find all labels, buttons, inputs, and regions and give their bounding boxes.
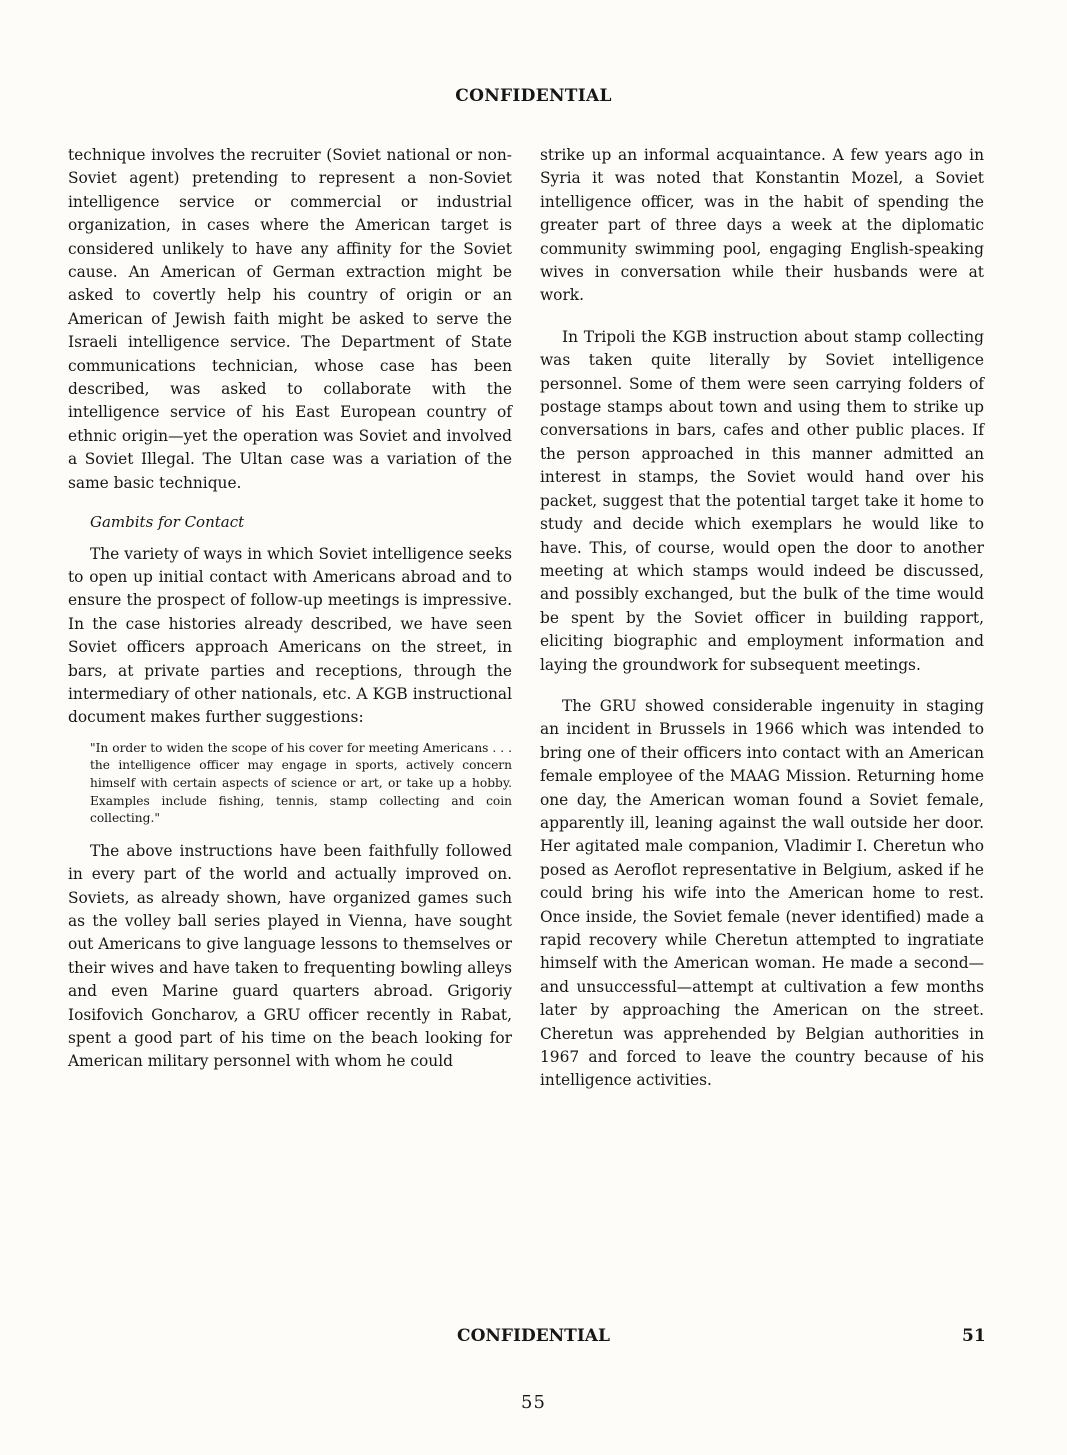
section-subheading: Gambits for Contact — [90, 513, 245, 532]
right-paragraph-1: strike up an informal acquaintance. A few years ago in Syria it was noted that Konstantin Mozel, a Soviet intelligence officer, was in the habit of spending the greater part of three days a week at the diplomatic community swimming pool, engaging English-speaking wives in conversation while their husbands were at work. — [540, 146, 984, 305]
sequence-number: 55 — [521, 1392, 546, 1413]
left-column — [68, 144, 512, 1074]
right-column — [540, 144, 984, 1093]
right-paragraph-2: In Tripoli the KGB instruction about stamp collecting was taken quite literally by Soviet intelligence personnel. Some of them were seen carrying folders of postage stamps about town and using them to strike up conversations in bars, cafes and other public places. If the person approached in this manner admitted an interest in stamps, the Soviet would hand over his packet, suggest that the potential target take it home to study and decide which exemplars he would like to have. This, of course, would open the door to another meeting at which stamps would indeed be discussed, and possibly exchanged, but the bulk of the time would be spent by the Soviet officer in building rapport, eliciting biographic and employment information and laying the groundwork for subsequent meetings. — [540, 327, 984, 674]
right-paragraph-3: The GRU showed considerable ingenuity in staging an incident in Brussels in 1966 which was intended to bring one of their officers into contact with an American female employee of the MAAG Mission. Returning home one day, the American woman found a Soviet female, apparently ill, leaning against the wall outside her door. Her agitated male companion, Vladimir I. Cheretun who posed as Aeroflot representative in Belgium, asked if he could bring his wife into the American home to rest. Once inside, the Soviet female (never identified) made a rapid recovery while Cheretun attempted to ingratiate himself with the American woman. He made a second—and unsuccessful—attempt at cultivation a few months later by approaching the American on the street. Cheretun was apprehended by Belgian authorities in 1967 and forced to leave the country because of his intelligence activities. — [540, 696, 984, 1090]
page-number: 51 — [962, 1326, 986, 1346]
left-paragraph-3: The above instructions have been faithfully followed in every part of the world and actually improved on. Soviets, as already shown, have organized games such as the volley ball series played in Vienna, have sought out Americans to give language lessons to themselves or their wives and have taken to frequenting bowling alleys and even Marine guard quarters abroad. Grigoriy Iosifovich Goncharov, a GRU officer recently in Rabat, spent a good part of his time on the beach looking for American military personnel with whom he could — [68, 841, 512, 1071]
left-paragraph-2: The variety of ways in which Soviet intelligence seeks to open up initial contact with Americans abroad and to ensure the prospect of follow-up meetings is impressive. In the case histories already described, we have seen Soviet officers approach Americans on the street, in bars, at private parties and receptions, through the intermediary of other nationals, etc. A KGB instructional document makes further suggestions: — [68, 544, 512, 727]
left-paragraph-1: technique involves the recruiter (Soviet national or non-Soviet agent) pretending to represent a non-Soviet intelligence service or commercial or industrial organization, in cases where the American target is considered unlikely to have any affinity for the Soviet cause. An American of German extraction might be asked to covertly help his country of origin or an American of Jewish faith might be asked to serve the Israeli intelligence service. The Department of State communications technician, whose case has been described, was asked to collaborate with the intelligence service of his East European country of ethnic origin—yet the operation was Soviet and involved a Soviet Illegal. The Ultan case was a variation of the same basic technique. — [68, 146, 512, 492]
header-classification: CONFIDENTIAL — [455, 86, 612, 106]
block-quote: "In order to widen the scope of his cover for meeting Americans . . . the intelligence officer may engage in sports, actively concern himself with certain aspects of science or art, or take up a hobby. Examples include fishing, tennis, stamp collecting and coin collecting." — [90, 740, 512, 826]
footer-classification: CONFIDENTIAL — [457, 1326, 610, 1346]
